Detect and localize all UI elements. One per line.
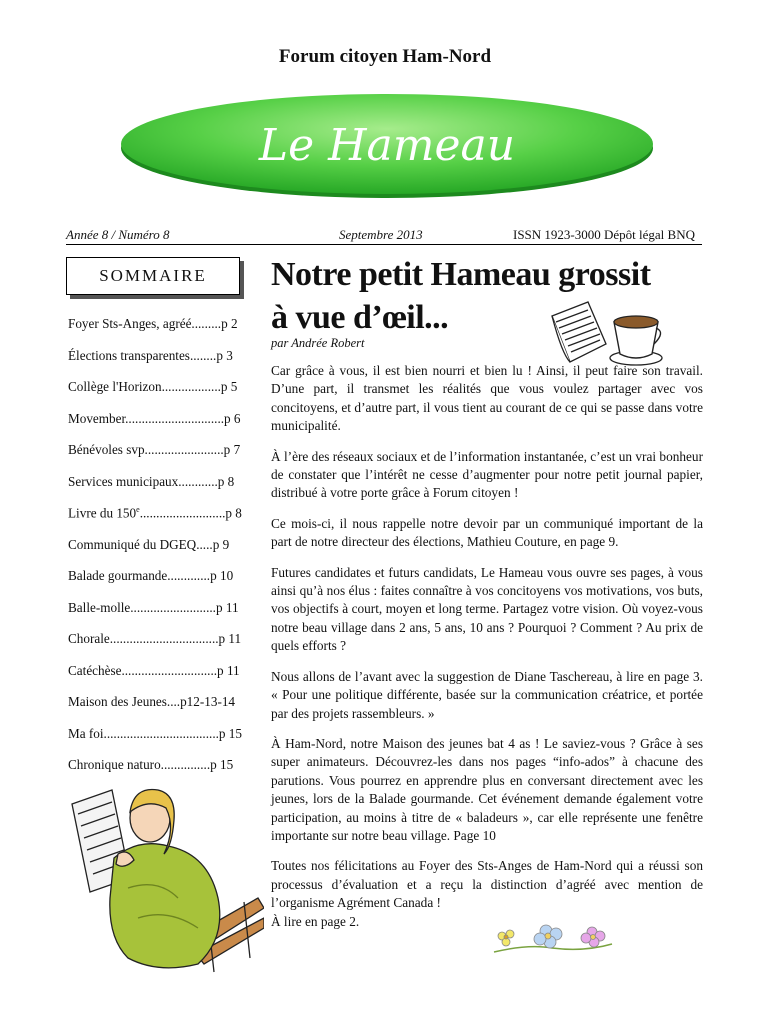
headline-line-2: à vue d’œil... bbox=[271, 299, 449, 336]
toc-item: Foyer Sts-Anges, agréé.........p 2 bbox=[68, 316, 238, 331]
toc-item: Bénévoles svp........................p 7 bbox=[68, 442, 241, 457]
issn: ISSN 1923-3000 Dépôt légal BNQ bbox=[513, 227, 695, 242]
title-text: Le Hameau bbox=[258, 120, 516, 171]
woman-reading-newspaper-icon bbox=[68, 768, 264, 974]
toc-item: Communiqué du DGEQ.....p 9 bbox=[68, 536, 230, 552]
forum-name: Forum citoyen Ham-Nord bbox=[278, 46, 492, 67]
toc-item: Balle-molle..........................p 11 bbox=[68, 599, 239, 615]
title-oval-logo bbox=[118, 92, 656, 200]
issue-date: Septembre 2013 bbox=[339, 227, 423, 242]
flowers-icon bbox=[488, 922, 618, 954]
article-paragraph: Ce mois-ci, il nous rappelle notre devoir par un communiqué important de la part de notre directeur des élections, Mathieu Couture, en page 9. bbox=[271, 515, 703, 550]
table-of-contents bbox=[68, 316, 258, 789]
issue-number: Année 8 / Numéro 8 bbox=[66, 227, 170, 242]
toc-item: Catéchèse.............................p 11 bbox=[68, 662, 240, 678]
toc-item: Maison des Jeunes....p12-13-14 bbox=[68, 694, 236, 709]
sommaire-title: SOMMAIRE bbox=[66, 257, 240, 295]
toc-item: Balade gourmande.............p 10 bbox=[68, 568, 234, 583]
article-paragraph: Nous allons de l’avant avec la suggestion de Diane Taschereau, à lire en page 3. « Pour une politique différente, basée sur la communication créatrice, et portée par des projets rassembleurs. » bbox=[271, 668, 703, 721]
article-body bbox=[271, 362, 703, 943]
toc-item: Collège l'Horizon..................p 5 bbox=[68, 379, 238, 394]
divider bbox=[66, 244, 702, 245]
toc-item: Movember..............................p 6 bbox=[68, 410, 241, 426]
toc-item: Chronique naturo...............p 15 bbox=[68, 757, 234, 772]
toc-livre-suffix: ..........................p 8 bbox=[139, 505, 242, 521]
article-paragraph: À Ham-Nord, notre Maison des jeunes bat 4 as ! Le saviez-vous ? Grâce à ses super animateurs. Découvrez-les dans nos pages “info-ados” à chacune des parutions. Vous pourrez en apprendre plus en conversant directement avec les jeunes, lors de la Balade gourmande. Cet événement demande également votre participation, au moins à titre de « baladeurs », car elle représente une fenêtre importante sur notre beau village. Page 10 bbox=[271, 735, 703, 843]
article-paragraph: Toutes nos félicitations au Foyer des Sts-Anges de Ham-Nord qui a réussi son processus d’évaluation et a reçu la distinction d’agréé avec mention de l’organisme Agrément Canada ! bbox=[271, 858, 703, 911]
byline: par Andrée Robert bbox=[271, 336, 365, 350]
toc-item: Services municipaux............p 8 bbox=[68, 473, 235, 489]
toc-item: Chorale.................................p 11 bbox=[68, 631, 242, 646]
article-paragraph: Car grâce à vous, il est bien nourri et bien lu ! Ainsi, il peut faire son travail. D’une part, il transmet les réalités que vous voulez partager avec vos concitoyens, et d’autre part, il vous tient au courant de ce qui se passe dans votre municipalité. bbox=[271, 363, 703, 434]
article-paragraph: À lire en page 2. bbox=[271, 913, 360, 929]
coffee-cup-newspaper-icon bbox=[548, 292, 666, 372]
article-paragraph: À l’ère des réseaux sociaux et de l’information instantanée, c’est un vrai bonheur de constater que l’intérêt ne cesse d’augmenter pour notre petit journal papier, distribué à votre porte grâce à Forum citoyen ! bbox=[271, 448, 703, 501]
toc-livre-sup: e bbox=[136, 505, 140, 514]
article-paragraph: Futures candidates et futurs candidats, Le Hameau vous ouvre ses pages, à vous ainsi qu’à nos élus : faites connaître à vos concitoyens vos motivations, vos buts, vos objectifs à court, moyen et long terme. Partagez votre vision. Où voyez-vous notre beau village dans 2 ans, 5 ans, 10 ans ? Pourquoi ? Comment ? Au prix de quels efforts ? bbox=[271, 564, 703, 654]
toc-item: Élections transparentes........p 3 bbox=[68, 347, 233, 363]
toc-livre-prefix: Livre du 150 bbox=[68, 505, 137, 521]
headline-line-1: Notre petit Hameau grossit bbox=[271, 256, 651, 293]
toc-item: Ma foi...................................p 15 bbox=[68, 725, 242, 741]
toc-item-livre bbox=[68, 505, 258, 537]
